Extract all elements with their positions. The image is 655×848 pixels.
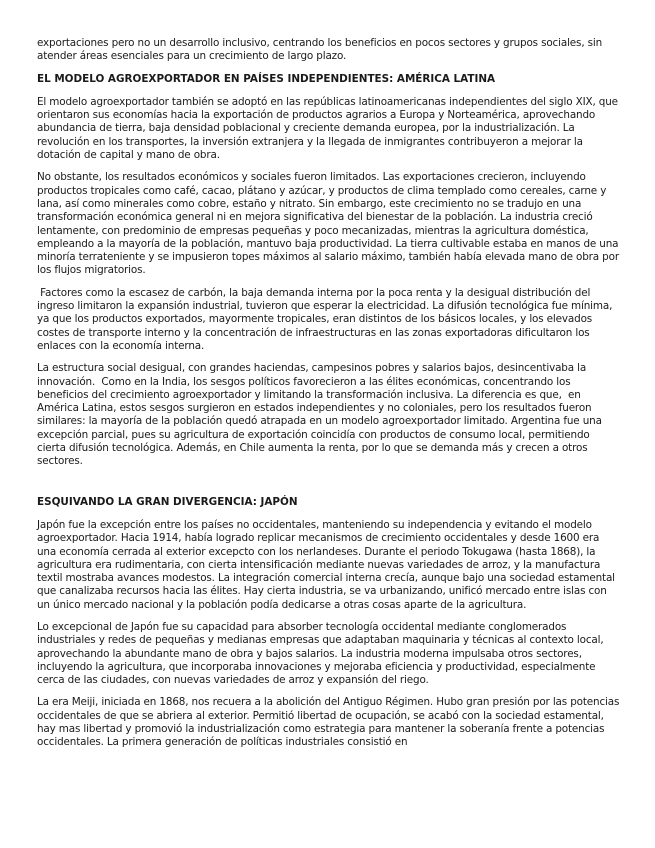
section-heading-japan: ESQUIVANDO LA GRAN DIVERGENCIA: JAPÓN bbox=[37, 495, 298, 508]
paragraph: Lo excepcional de Japón fue su capacidad para absorber tecnología occidental mediante conglomerados industriales y redes de pequeñas y medianas empresas que adaptaban maquinaria y técnicas al contexto local, aprovechando la abundante mano de obra y bajos salarios. La industria moderna impulsaba otros sectores, incluyendo la agricultura, que incorporaba innovaciones y mejoraba eficiencia y productividad, especialmente cerca de las ciudades, con nuevas variedades de arroz y expansión del riego. bbox=[37, 620, 604, 687]
section-heading-latin-america: EL MODELO AGROEXPORTADOR EN PAÍSES INDEPENDIENTES: AMÉRICA LATINA bbox=[37, 72, 496, 85]
section-spacer bbox=[37, 478, 620, 496]
paragraph: No obstante, los resultados económicos y sociales fueron limitados. Las exportaciones crecieron, incluyendo productos tropicales como café, cacao, plátano y azúcar, y productos de clima templado como cereales, carne y lana, así como minerales como cobre, estaño y nitrato. Sin embargo, este crecimiento no se tradujo en una transformación económica general ni en mejora significativa del bienestar de la población. La industria creció lentamente, con predominio de empresas pequeñas y poco mecanizadas, mientras la agricultura doméstica, empleando a la mayoría de la población, mantuvo baja productividad. La tierra cultivable estaba en manos de una minoría terrateniente y se impusieron topes máximos al salario máximo, también había elevada mano de obra por los flujos migratorios. bbox=[37, 171, 619, 277]
paragraph: La estructura social desigual, con grandes haciendas, campesinos pobres y salarios bajos, desincentivaba la innovación. Como en la India, los sesgos políticos favorecieron a las élites económicas, concentrando los beneficios del crecimiento agroexportador y limitando la transformación inclusiva. La diferencia es que, en América Latina, estos sesgos surgieron en estados independientes y no coloniales, pero los resultados fueron similares: la mayoría de la población quedó atrapada en un modelo agroexportador limitado. Argentina fue una excepción parcial, pues su agricultura de exportación coincidía con productos de consumo local, permitiendo cierta difusión tecnológica. Además, en Chile aumenta la renta, por lo que se demanda más y crecen a otros sectores. bbox=[37, 362, 605, 468]
paragraph: El modelo agroexportador también se adoptó en las repúblicas latinoamericanas independientes del siglo XIX, que orientaron sus economías hacia la exportación de productos agrarios a Europa y Norteamérica, aprovechando abundancia de tierra, baja densidad poblacional y creciente demanda europea, por la industrialización. La revolución en los transportes, la inversión extranjera y la llegada de inmigrantes contribuyeron a mejorar la dotación de capital y mano de obra. bbox=[37, 95, 618, 162]
paragraph: Factores como la escasez de carbón, la baja demanda interna por la poca renta y la desigual distribución del ingreso limitaron la expansión industrial, tuvieron que esperar la electricidad. La difusión tecnológica fue mínima, ya que los productos exportados, mayormente tropicales, eran distintos de los básicos locales, y los elevados costes de transporte interno y la concentración de infraestructuras en las zonas exportadoras dificultaron los enlaces con la economía interna. bbox=[37, 286, 616, 352]
document-page bbox=[37, 37, 620, 759]
paragraph: Japón fue la excepción entre los países no occidentales, manteniendo su independencia y evitando el modelo agroexportador. Hacia 1914, había logrado replicar mecanismos de crecimiento occidentales y desde 1600 era una economía cerrada al exterior excepcto con los nerlandeses. Durante el periodo Tokugawa (hasta 1868), la agricultura era rudimentaria, con cierta intensificación mediante nuevas variedades de arroz, y la manufactura textil mostraba avances modestos. La integración comercial interna crecía, aunque bajo una sociedad estamental que canalizaba recursos hacia las élites. Hay cierta industria, se va urbanizando, unificó mercado entre islas con un único mercado nacional y la población podía dedicarse a otras cosas aparte de la agricultura. bbox=[37, 518, 615, 611]
paragraph: La era Meiji, iniciada en 1868, nos recuera a la abolición del Antiguo Régimen. Hubo gran presión por las potencias occidentales de que se abriera al exterior. Permitió libertad de ocupación, se acabó con la sociedad estamental, hay mas libertad y promovió la industrialización como estrategia para mantener la soberanía frente a potencias occidentales. La primera generación de políticas industriales consistió en bbox=[37, 696, 620, 749]
intro-tail-paragraph: exportaciones pero no un desarrollo inclusivo, centrando los beneficios en pocos sectores y grupos sociales, sin atender áreas esenciales para un crecimiento de largo plazo. bbox=[37, 37, 603, 63]
